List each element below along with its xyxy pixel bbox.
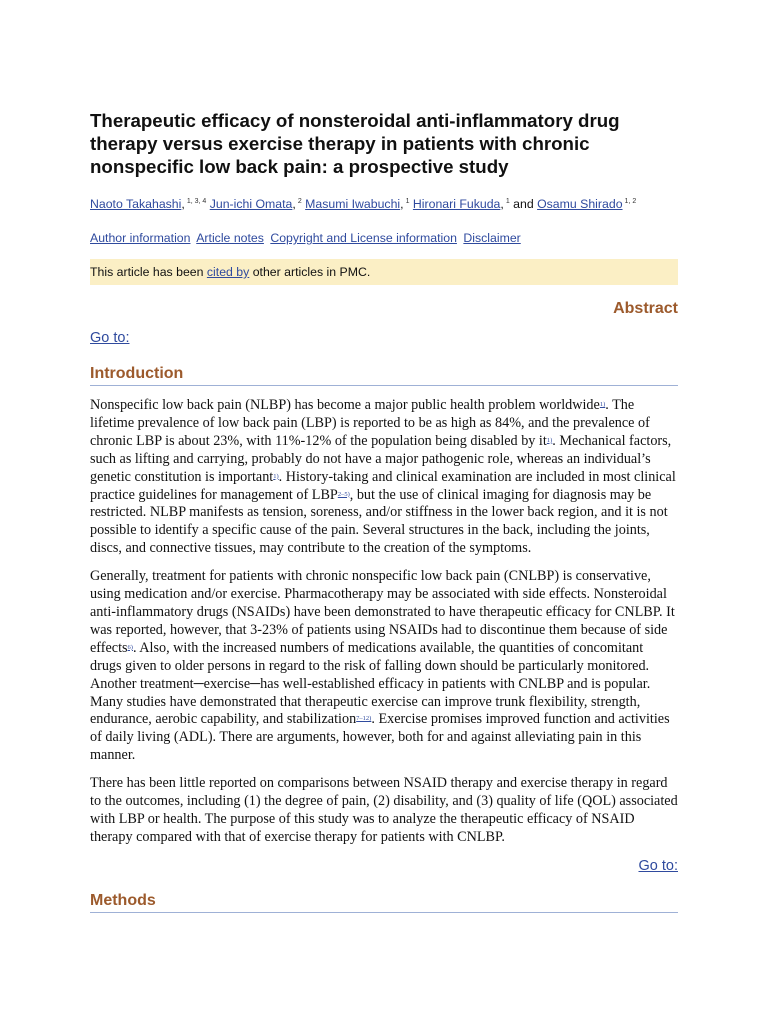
article-title: Therapeutic efficacy of nonsteroidal anti-inflammatory drug therapy versus exercise therapy in patients with chronic nonspecific low back pain: a prospective study	[90, 110, 620, 177]
abstract-heading: Abstract	[613, 300, 678, 317]
author-link[interactable]: Hironari Fukuda	[412, 197, 501, 211]
author-link[interactable]: Osamu Shirado	[537, 197, 623, 211]
cited-by-link[interactable]: cited by	[206, 265, 250, 279]
affiliation-sup: 1	[405, 198, 410, 205]
goto-introduction	[90, 857, 678, 875]
introduction-heading: Introduction	[90, 364, 678, 386]
methods-heading: Methods	[90, 891, 678, 913]
goto-link[interactable]: Go to:	[90, 330, 130, 346]
article-notes-link[interactable]: Article notes	[196, 231, 264, 245]
author-link[interactable]: Jun-ichi Omata	[209, 197, 293, 211]
author-link[interactable]: Masumi Iwabuchi	[305, 197, 401, 211]
intro-paragraph-1: Nonspecific low back pain (NLBP) has become a major public health problem worldwide$^{1)}$. The lifetime prevalence of low back pain (LBP) is reported to be as high as 84%, and the prevalence of chronic LBP is about 23%, with 11%-12% of the population being disabled by it$^{1)}$. Mechanical factors, such as lifting and carrying, probably do not have a major pathogenic role, whereas an individual’s genetic constitution is important$^{1)}$. History-taking and clinical examination are included in most clinical practice guidelines for management of LBP$^{2-5)}$, but the use of clinical imaging for diagnosis may be restricted. NLBP manifests as tension, soreness, and/or stiffness in the lower back region, and it is not possible to identify a specific cause of the pain. Several structures in the back, including the joints, discs, and connective tissues, may contribute to the creation of the symptoms.	[90, 397, 676, 557]
author-and: and	[513, 197, 534, 211]
affiliation-sup: 1, 3, 4	[186, 198, 207, 205]
author-list: Naoto Takahashi, $^{1, 3, 4}$ Jun-ichi Omata, $^2$ Masumi Iwabuchi, $^1$ Hironari Fukuda, $^1$ and Osamu Shirado $^{1, 2}$	[90, 197, 637, 211]
author-information-link[interactable]: Author information	[90, 231, 191, 245]
intro-paragraph-2: Generally, treatment for patients with chronic nonspecific low back pain (CNLBP) is conservative, using medication and/or exercise. Pharmacotherapy may be associated with side effects. Nonsteroidal anti-inflammatory drugs (NSAIDs) have been demonstrated to have therapeutic efficacy for CNLBP. It was reported, however, that 3-23% of patients using NSAIDs had to discontinue them because of side effects$^{6)}$. Also, with the increased numbers of medications available, the quantities of concomitant drugs given to older persons in regard to the risk of falling down should be particularly monitored. Another treatment─exercise─has well-established efficacy in patients with CNLBP and is popular. Many studies have demonstrated that therapeutic exercise can improve trunk flexibility, strength, endurance, aerobic capability, and stabilization$^{7-12)}$. Exercise promises improved function and activities of daily living (ADL). There are arguments, however, both for and against alleviating pain in this manner.	[90, 568, 675, 764]
reference-link[interactable]: 6)	[127, 643, 133, 651]
copyright-link[interactable]: Copyright and License information	[270, 231, 457, 245]
reference-link[interactable]: 1)	[273, 472, 279, 480]
reference-link[interactable]: 1)	[599, 401, 606, 408]
goto-abstract	[90, 329, 678, 347]
cited-by-banner: This article has been cited by other articles in PMC.	[90, 259, 678, 285]
disclaimer-link[interactable]: Disclaimer	[463, 231, 521, 245]
reference-link[interactable]: 2–5)	[337, 490, 350, 498]
goto-link[interactable]: Go to:	[638, 857, 678, 874]
affiliation-sup: 1	[505, 198, 510, 205]
reference-link[interactable]: 7–12)	[356, 715, 372, 723]
article-content	[90, 109, 678, 913]
intro-paragraph-3: There has been little reported on comparisons between NSAID therapy and exercise therapy in regard to the outcomes, including (1) the degree of pain, (2) disability, and (3) quality of life (QOL) associated with LBP or health. The purpose of this study was to analyze the therapeutic efficacy of NSAID therapy compared with that of exercise therapy for patients with CNLBP.	[90, 775, 678, 845]
affiliation-sup: 2	[297, 198, 302, 205]
reference-link[interactable]: 1)	[546, 436, 553, 444]
affiliation-sup: 1, 2	[624, 198, 637, 205]
article-meta-links	[90, 230, 678, 246]
author-link[interactable]: Naoto Takahashi	[90, 197, 182, 211]
